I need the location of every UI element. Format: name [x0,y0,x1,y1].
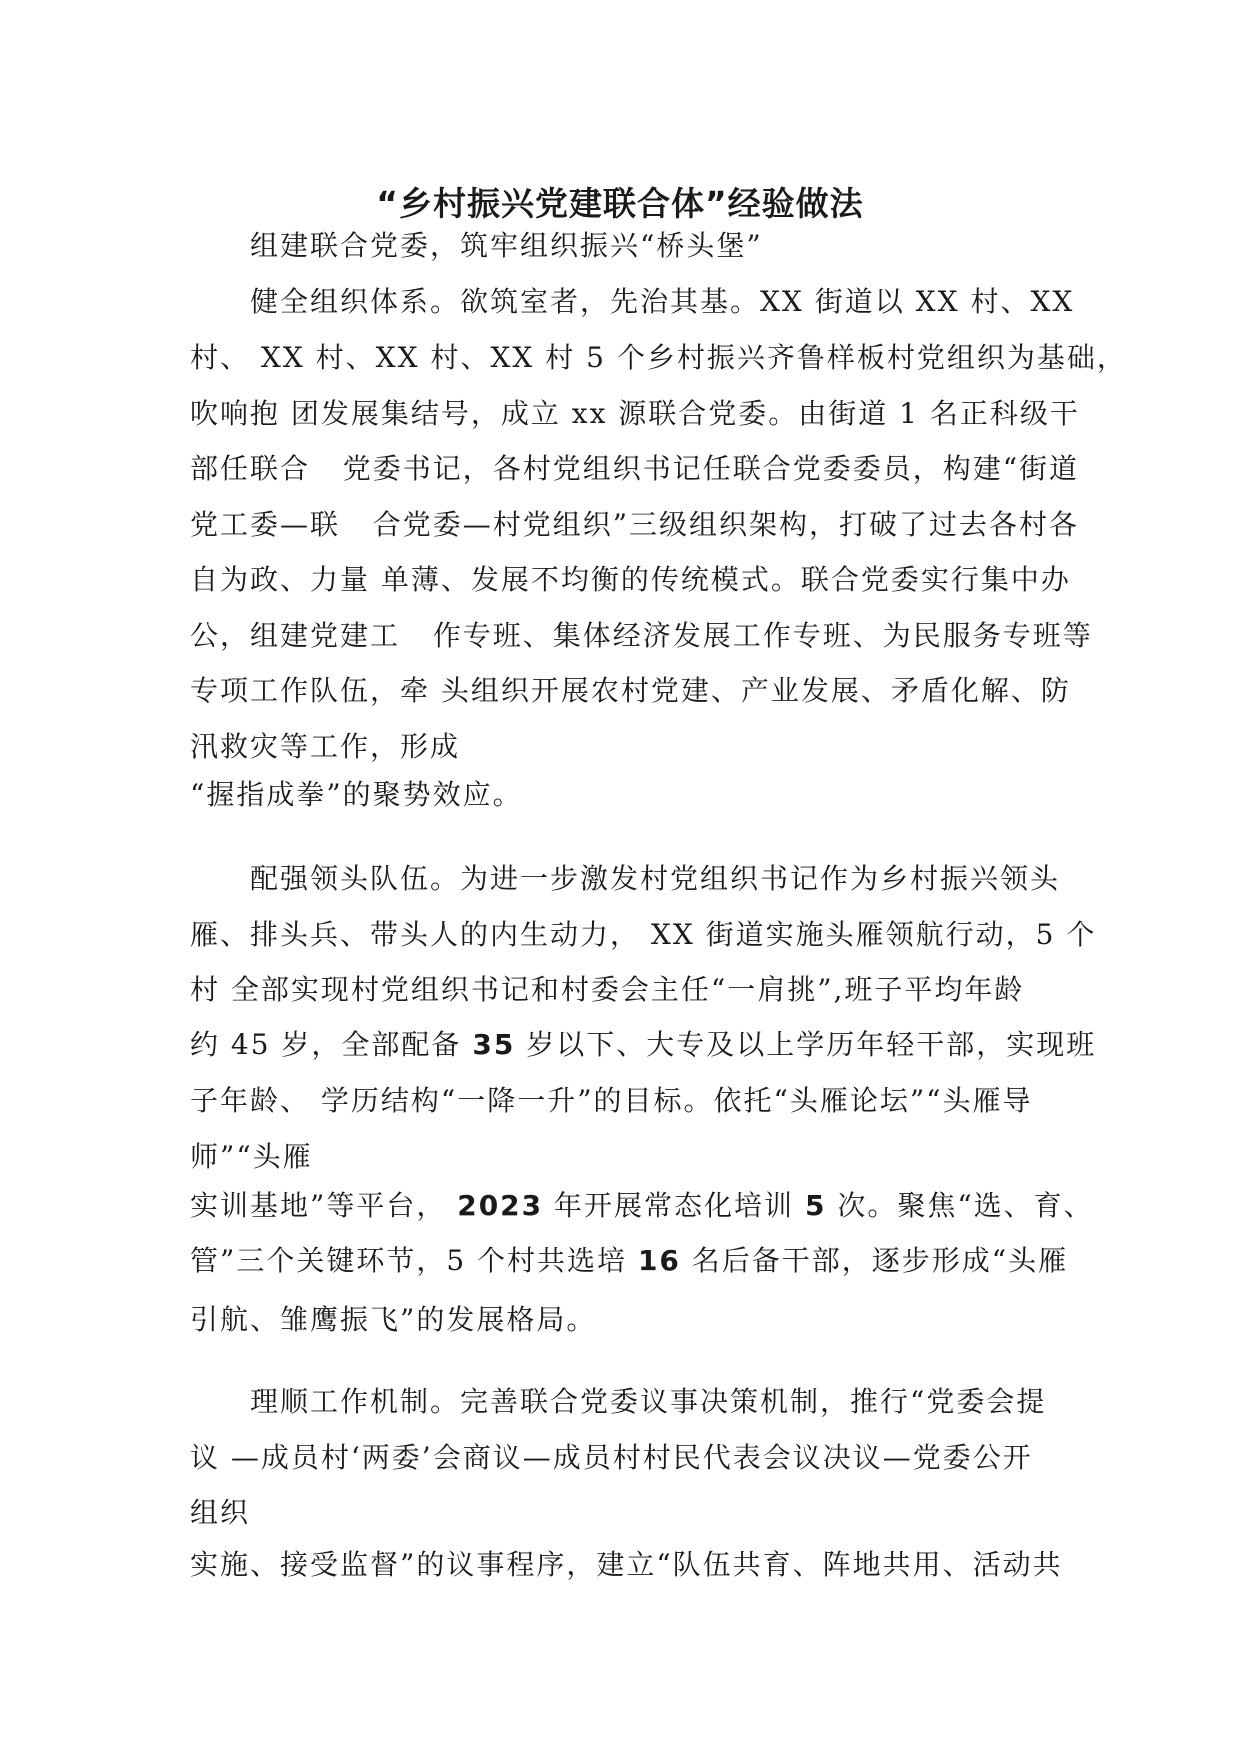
highlight-number: 16 [637,1244,681,1277]
line-text: 约 45 岁，全部配备 [190,1028,473,1061]
paragraph-line: 部任联合 党委书记，各村党组织书记任联合党委委员，构建“街道 [190,452,1080,485]
paragraph-line: 党工委—联 合党委—村党组织”三级组织架构，打破了过去各村各 [190,508,1080,541]
line-text: 管”三个关键环节，5 个村共选培 [190,1244,638,1277]
paragraph-line: 健全组织体系。欲筑室者，先治其基。XX 街道以 XX 村、XX [250,285,1075,318]
paragraph-line: “握指成拳”的聚势效应。 [190,778,523,811]
paragraph-line: 公，组建党建工 作专班、集体经济发展工作专班、为民服务专班等 [190,619,1093,652]
highlight-number: 2023 [457,1189,544,1222]
paragraph-line: 配强领头队伍。为进一步激发村党组织书记作为乡村振兴领头 [250,862,1061,895]
line-text: 岁以下、大专及以上学历年轻干部，实现班 [515,1028,1097,1061]
highlight-number: 5 [804,1189,827,1222]
line-text: 次。聚焦“选、育、 [826,1189,1094,1222]
line-text: 实训基地”等平台， [190,1189,458,1222]
paragraph-line: 议 —成员村‘两委’会商议—成员村村民代表会议决议—党委公开 [190,1441,1033,1474]
line-text: 名后备干部，逐步形成“头雁 [680,1244,1069,1277]
paragraph-line: 子年龄、 学历结构“一降一升”的目标。依托“头雁论坛”“头雁导 [190,1084,1033,1117]
paragraph-line: 吹响抱 团发展集结号，成立 xx 源联合党委。由街道 1 名正科级干 [190,397,1080,430]
paragraph-line: 引航、雏鹰振飞”的发展格局。 [190,1303,597,1336]
paragraph-line: 实施、接受监督”的议事程序，建立“队伍共育、阵地共用、活动共 [190,1548,1063,1581]
paragraph-line: 专项工作队伍，牵 头组织开展农村党建、产业发展、矛盾化解、防 [190,674,1071,707]
paragraph-line: 雁、排头兵、带头人的内生动力， XX 街道实施头雁领航行动，5 个 [190,918,1097,951]
paragraph-line: 村 全部实现村党组织书记和村委会主任“一肩挑”,班子平均年龄 [190,973,1025,1006]
paragraph-line [190,1241,1068,1281]
paragraph-line: 组织 [190,1496,251,1529]
section-heading: 组建联合党委，筑牢组织振兴“桥头堡” [250,229,763,262]
highlight-number: 35 [472,1028,516,1061]
paragraph-line: 师”“头雁 [190,1140,313,1173]
paragraph-line [190,1025,1096,1065]
paragraph-line: 理顺工作机制。完善联合党委议事决策机制，推行“党委会提 [250,1385,1047,1418]
document-title: “乡村振兴党建联合体”经验做法 [376,184,864,223]
paragraph-line: 汛救灾等工作，形成 [190,730,461,763]
line-text: 年开展常态化培训 [543,1189,805,1222]
paragraph-line: 村、 XX 村、XX 村、XX 村 5 个乡村振兴齐鲁样板村党组织为基础， [190,341,1127,374]
paragraph-line [190,1186,1094,1226]
paragraph-line: 自为政、力量 单薄、发展不均衡的传统模式。联合党委实行集中办 [190,563,1071,596]
